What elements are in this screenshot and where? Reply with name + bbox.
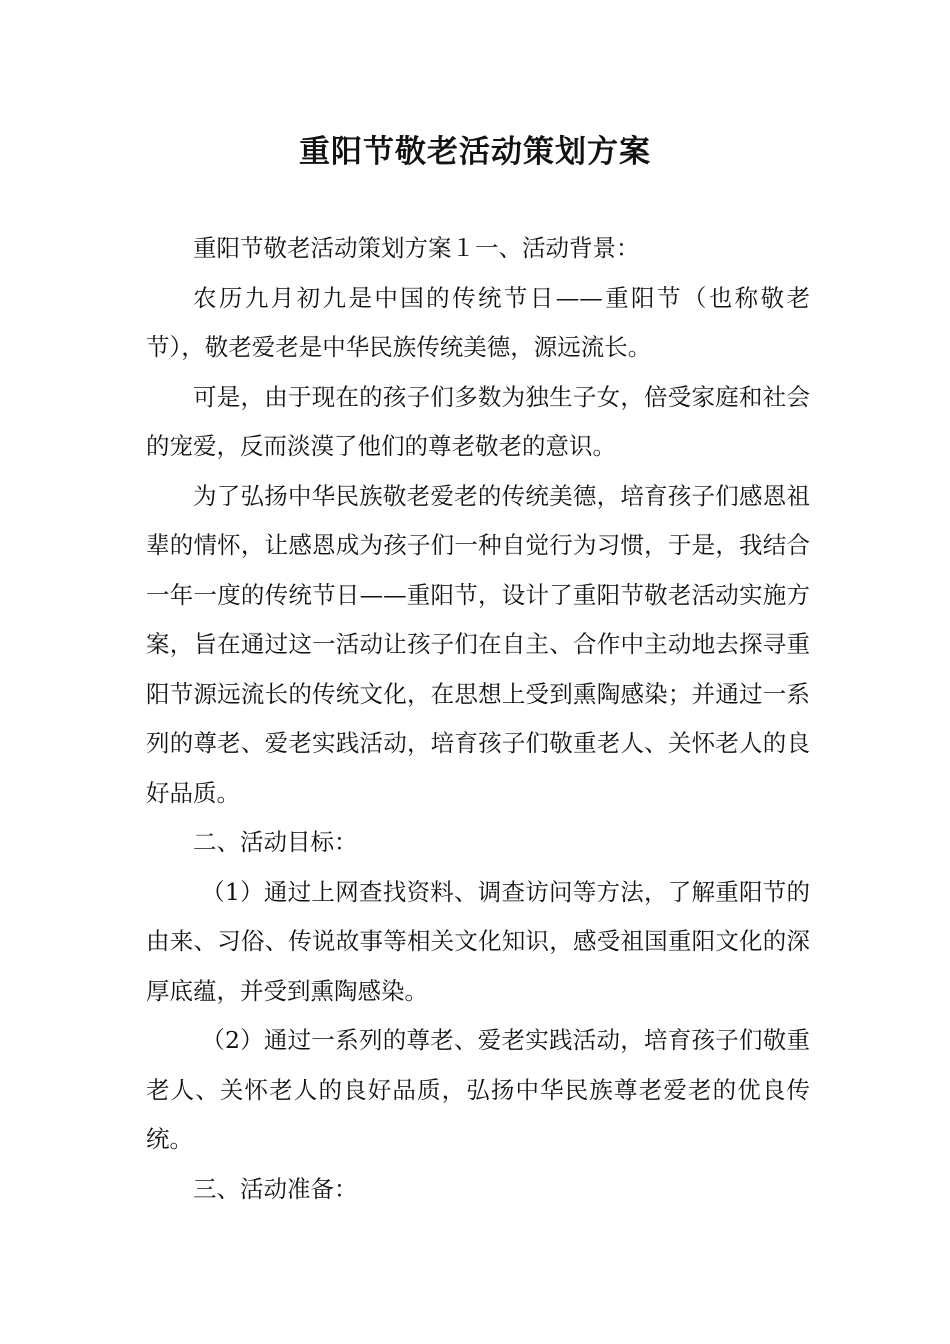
paragraph-background: 农历九月初九是中国的传统节日——重阳节（也称敬老节），敬老爱老是中华民族传统美德，源远流长。 [146,283,810,361]
document-title: 重阳节敬老活动策划方案 [299,134,651,170]
paragraph-problem: 可是，由于现在的孩子们多数为独生子女，倍受家庭和社会的宠爱，反而淡漠了他们的尊老敬老的意识。 [146,382,810,460]
document-body [146,224,810,1214]
section-heading-preparation: 三、活动准备： [193,1174,358,1203]
paragraph-intro: 重阳节敬老活动策划方案１一、活动背景： [193,234,640,262]
paragraph-goal-2: （2）通过一系列的尊老、爱老实践活动，培育孩子们敬重老人、关怀老人的良好品质，弘扬中华民族尊老爱老的优良传统。 [146,1026,810,1153]
paragraph-goal-1: （1）通过上网查找资料、调查访问等方法，了解重阳节的由来、习俗、传说故事等相关文化知识，感受祖国重阳文化的深厚底蕴，并受到熏陶感染。 [146,877,810,1005]
paragraph-purpose: 为了弘扬中华民族敬老爱老的传统美德，培育孩子们感恩祖辈的情怀，让感恩成为孩子们一种自觉行为习惯，于是，我结合一年一度的传统节日——重阳节，设计了重阳节敬老活动实施方案，旨在通过这一活动让孩子们在自主、合作中主动地去探寻重阳节源远流长的传统文化，在思想上受到熏陶感染；并通过一系列的尊老、爱老实践活动，培育孩子们敬重老人、关怀老人的良好品质。 [146,481,810,807]
section-heading-goals: 二、活动目标： [193,828,358,856]
